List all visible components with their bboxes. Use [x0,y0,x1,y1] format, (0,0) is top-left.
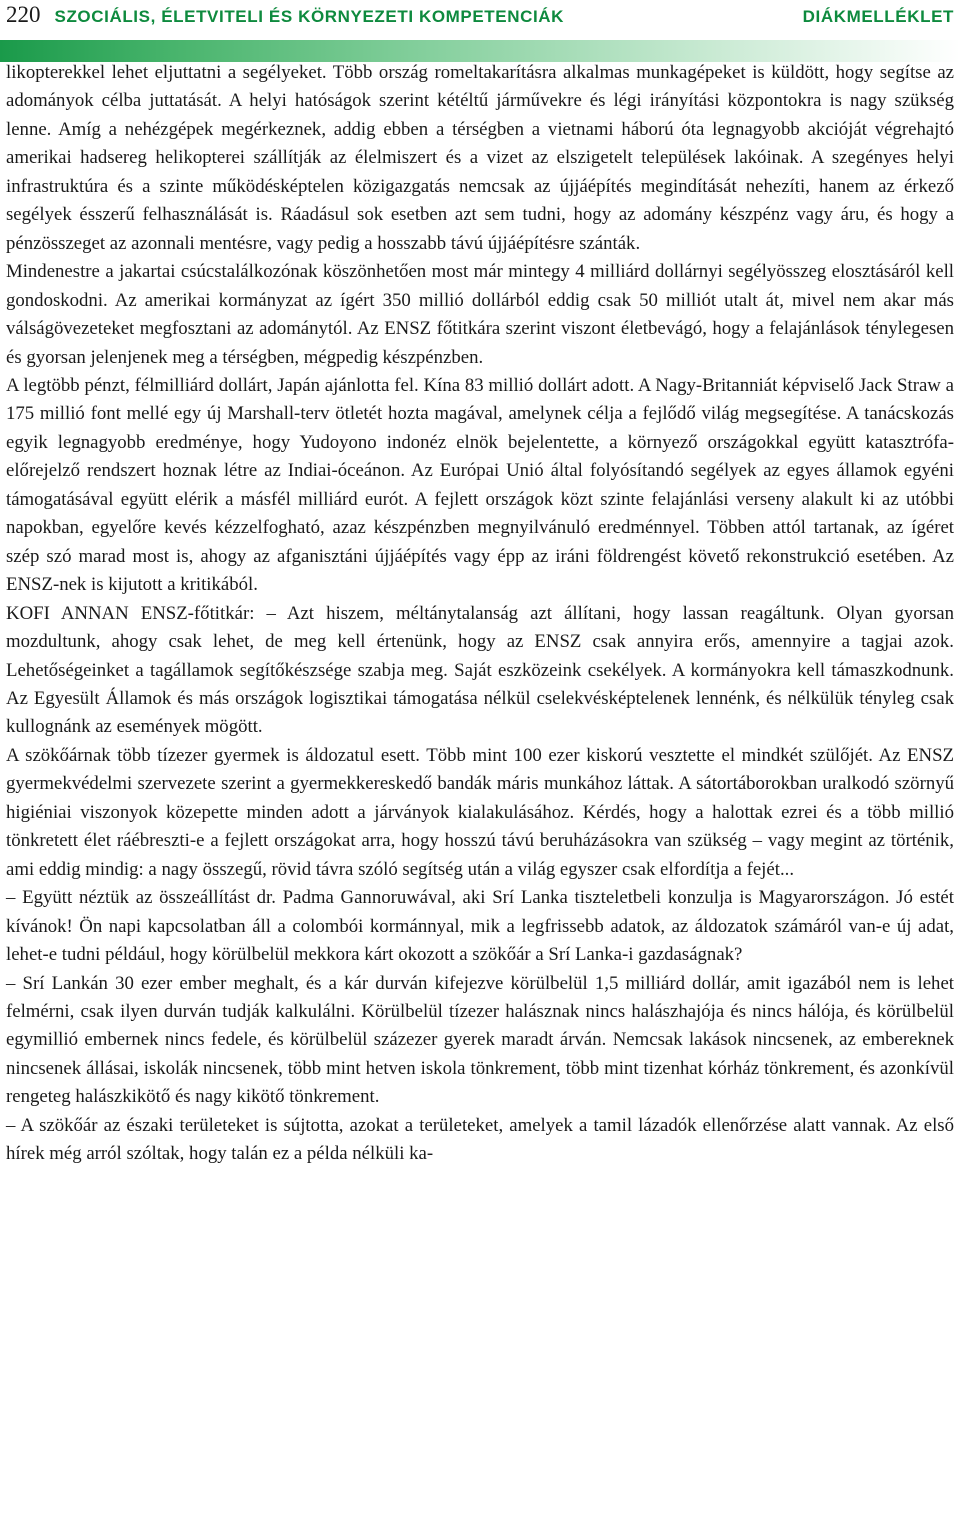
paragraph-interview-answer: – Srí Lankán 30 ezer ember meghalt, és a kár durván kifejezve körülbelül 1,5 milliárd dollár, amit igazából nem is lehet felmérni, csak ilyen durván tudják kalkulálni. Körülbelül tízezer halásznak nincs halászhajója és nincs hálója, és körülbelül egymillió embernek nincs fedele, és körülbelül százezer gyerek maradt árván. Nemcsak lakások nincsenek, az embereknek nincsenek állásai, iskolák nincsenek, több mint hetven iskola tönkrement, több mint tizenhat kórház tönkrement, és azonkívül rengeteg halászkikötő és nagy kikötő tönkrement. [6,972,954,1108]
paragraph-interview-question: – Együtt néztük az összeállítást dr. Padma Gannoruwával, aki Srí Lanka tiszteletbeli konzulja is Magyarországon. Jó estét kívánok! Ön napi kapcsolatban áll a colombói kormánnyal, mik a legfrissebb adatok, az áldozatok számáról van-e új adat, lehet-e tudni például, hogy körülbelül mekkora kárt okozott a szökőár a Srí Lanka-i gazdaságnak? [6,887,954,966]
paragraph-donors: A legtöbb pénzt, félmilliárd dollárt, Japán ajánlotta fel. Kína 83 millió dollárt adott. A Nagy-Britanniát képviselő Jack Straw a 175 millió font mellé egy új Marshall-terv ötletét hozta magával, amelynek célja a fejlődő világ megsegítése. A tanácskozás egyik legnagyobb eredménye, hogy Yudoyono indonéz elnök bejelentette, a környező országokkal együtt katasztrófa-előrejelző rendszert hoznak létre az Indiai-óceánon. Az Európai Unió által folyósítandó segélyek az egyes államok egyéni támogatásával együtt elérik a másfél milliárd eurót. A fejlett országok közt szinte felajánlási verseny alakult ki az utóbbi napokban, egyelőre kevés kézzelfogható, azaz készpénzben megnyilvánuló eredménnyel. Többen attól tartanak, az ígéret szép szó marad most is, ahogy az afganisztáni újjáépítés vagy épp az iráni földrengést követő rekonstrukció esetében. Az ENSZ-nek is kijutott a kritikából. [6,374,954,596]
paragraph-relief-logistics: likopterekkel lehet eljuttatni a segélyeket. Több ország romeltakarításra alkalmas munkagépeket is küldött, hogy segítse az adományok célba juttatását. A helyi hatóságok szerint kétéltű járművekre és légi irányítási központokra is nagy szükség lenne. Amíg a nehézgépek megérkeznek, addig ebben a térségben a vietnami háború óta legnagyobb akcióját végrehajtó amerikai hadsereg helikopterei szállítják az élelmiszert és a vizet az elszigetelt települések lakóinak. A szegényes helyi infrastruktúra és a szinte működésképtelen közigazgatás nemcsak az újjáépítés megindítását nehezíti, hanem az érkező segélyek ésszerű felhasználását is. Ráadásul sok esetben azt sem tudni, hogy az adomány készpénz vagy áru, és hogy a pénzösszeget az azonnali mentésre, vagy pedig a hosszabb távú újjáépítésre szánták. [6,62,954,254]
section-title: SZOCIÁLIS, ÉLETVITELI ÉS KÖRNYEZETI KOMPETENCIÁK [54,7,565,26]
supplement-label: DIÁKMELLÉKLET [802,7,954,26]
page-header [6,0,954,30]
paragraph-annan-quote: KOFI ANNAN ENSZ-főtitkár: – Azt hiszem, méltánytalanság azt állítani, hogy lassan reagáltunk. Olyan gyorsan mozdultunk, ahogy csak lehet, de meg kell értenünk, hogy az ENSZ csak annyira erős, amennyire a tagjai azok. Lehetőségeinket a tagállamok segítőkészsége szabja meg. Saját eszközeink csekélyek. A kormányokra kell támaszkodnunk. Az Egyesült Államok és más országok logisztikai támogatása nélkül cselekvésképtelenek lennénk, és nélkülük tényleg csak kullognánk az események mögött. [6,602,954,738]
page-number: 220 [6,2,41,27]
paragraph-aid-total: Mindenestre a jakartai csúcstalálkozónak köszönhetően most már mintegy 4 milliárd dollárnyi segélyösszeg elosztásáról kell gondoskodni. Az amerikai kormányzat az ígért 350 millió dollárból eddig csak 50 milliót utalt át, mivel nem akar más válságövezeteket megfosztani az adománytól. Az ENSZ főtitkára szerint viszont életbevágó, hogy a felajánlások ténylegesen és gyorsan jelenjenek meg a térségben, mégpedig készpénzben. [6,261,954,368]
article-body [6,59,954,1169]
paragraph-children: A szökőárnak több tízezer gyermek is áldozatul esett. Több mint 100 ezer kiskorú vesztette el mindkét szülőjét. Az ENSZ gyermekvédelmi szervezete szerint a gyermekkereskedő bandák máris munkához láttak. A sátortáborokban uralkodó szörnyű higiéniai viszonyok közepette minden adott a járványok kialakulásához. Kérdés, hogy a halottak ezrei és a több millió tönkretett élet ráébreszti-e a fejlett országokat arra, hogy hosszú távú beruházásokra van szükség – vagy megint az történik, ami eddig mindig: a nagy összegű, rövid távra szóló segítség után a világ egyszer csak elfordítja a fejét... [6,744,954,880]
paragraph-north-regions: – A szökőár az északi területeket is sújtotta, azokat a területeket, amelyek a tamil lázadók ellenőrzése alatt vannak. Az első hírek még arról szóltak, hogy talán ez a példa nélküli ka- [6,1114,954,1165]
